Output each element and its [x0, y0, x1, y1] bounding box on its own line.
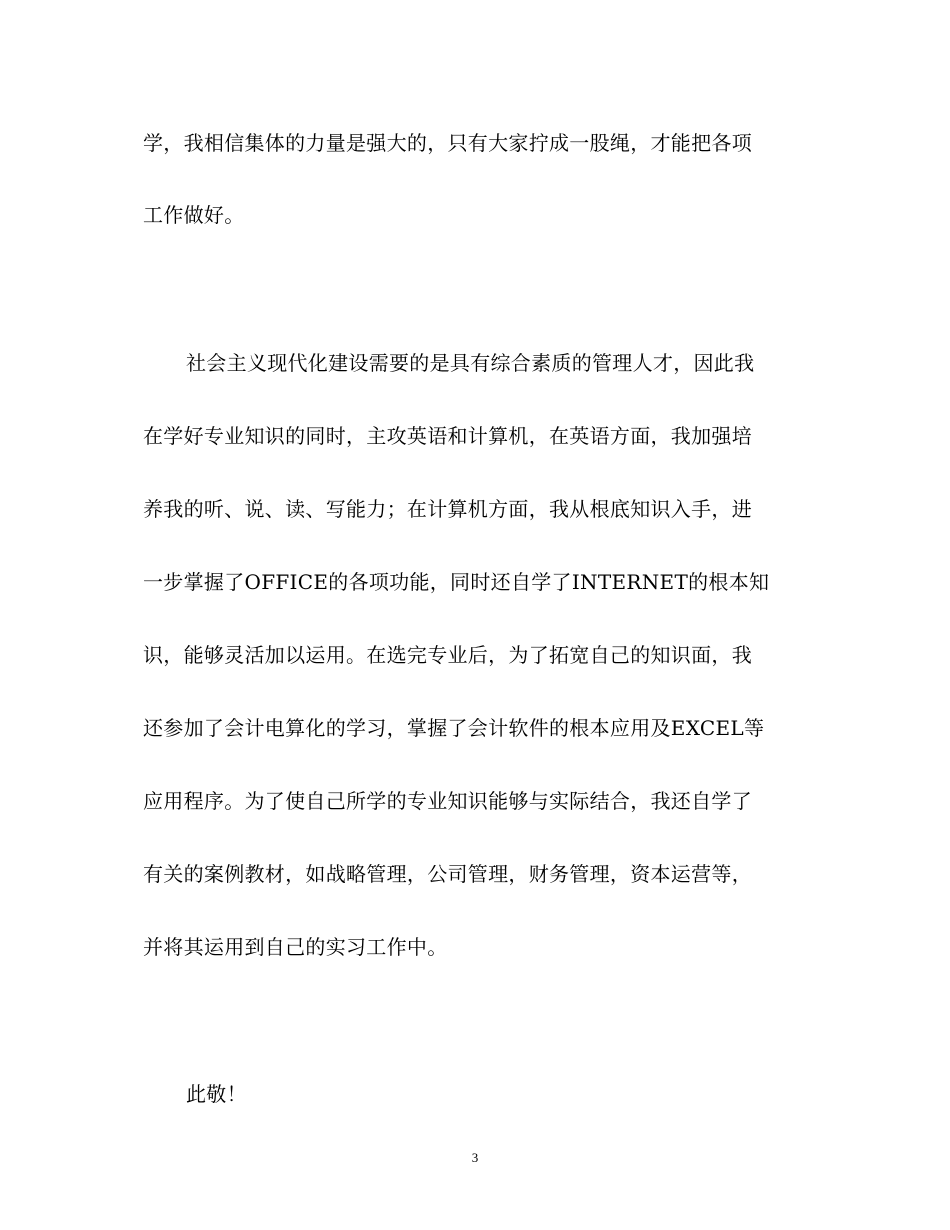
paragraph2-line-6: 还参加了会计电算化的学习，掌握了会计软件的根本应用及EXCEL等 [143, 716, 765, 740]
paragraph2-line-8: 有关的案例教材，如战略管理，公司管理，财务管理，资本运营等， [143, 862, 752, 886]
page-number: 3 [471, 1150, 479, 1165]
paragraph2-line-4: 一步掌握了OFFICE的各项功能，同时还自学了INTERNET的根本知 [143, 570, 770, 594]
paragraph1-line-1: 学，我相信集体的力量是强大的，只有大家拧成一股绳，才能把各项 [143, 131, 752, 155]
paragraph1-line-2: 工作做好。 [143, 203, 245, 227]
paragraph2-line-9: 并将其运用到自己的实习工作中。 [143, 935, 448, 959]
paragraph2-line-3: 养我的听、说、读、写能力；在计算机方面，我从根底知识入手，进 [143, 497, 752, 521]
closing-salutation: 此敬！ [186, 1082, 247, 1106]
paragraph2-line-1: 社会主义现代化建设需要的是具有综合素质的管理人才，因此我 [186, 351, 755, 375]
paragraph2-line-2: 在学好专业知识的同时，主攻英语和计算机，在英语方面，我加强培 [143, 424, 752, 448]
paragraph2-line-7: 应用程序。为了使自己所学的专业知识能够与实际结合，我还自学了 [143, 789, 752, 813]
paragraph2-line-5: 识，能够灵活加以运用。在选完专业后，为了拓宽自己的知识面，我 [143, 643, 752, 667]
